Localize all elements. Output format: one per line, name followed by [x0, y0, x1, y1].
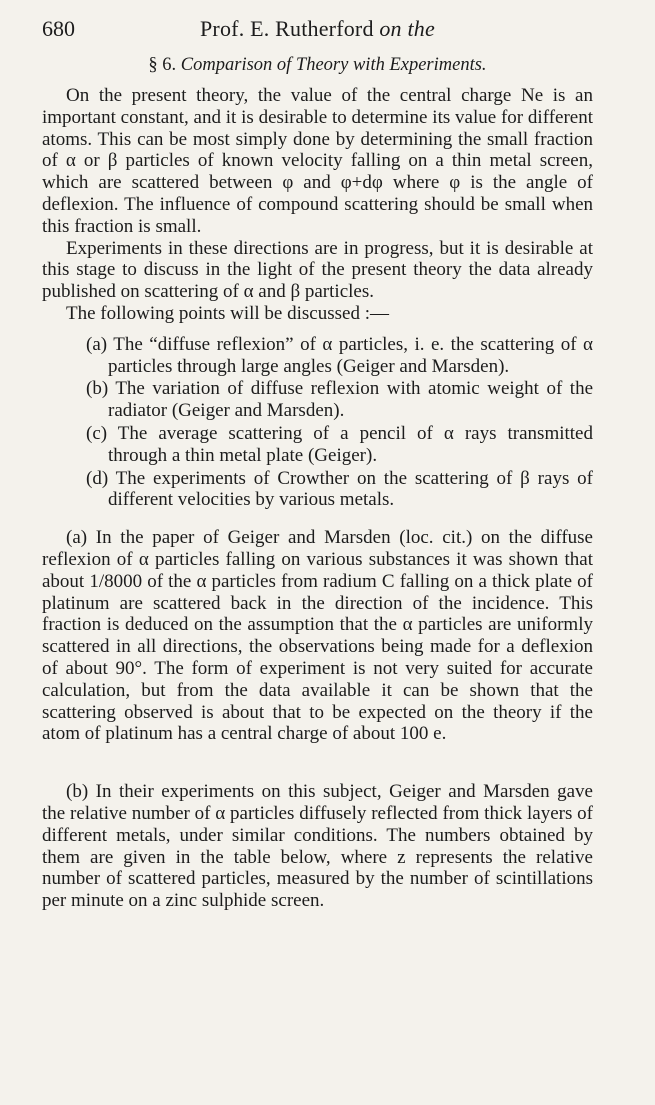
- list-item-a: (a) The “diffuse reflexion” of α particles, i. e. the scattering of α particles through large angles (Geiger and Marsden).: [86, 333, 593, 377]
- page-header: [42, 16, 593, 44]
- section-title: Comparison of Theory with Experiments.: [180, 55, 487, 75]
- running-head-suffix: on the: [379, 16, 435, 41]
- paragraph-central-charge: On the present theory, the value of the central charge Ne is an important constant, and it is desirable to determine its value for different atoms. This can be most simply done by determining the small fraction of α or β particles of known velocity falling on a thin metal screen, which are scattered between φ and φ+dφ where φ is the angle of deflexion. The influence of compound scattering should be small when this fraction is small.: [42, 85, 593, 237]
- paragraph-b-relative-numbers: (b) In their experiments on this subject, Geiger and Marsden gave the relative number of α particles diffusely reflected from thick layers of different metals, under similar conditions. The numbers obtained by them are given in the table below, where z represents the relative number of scattered particles, measured by the number of scintillations per minute on a zinc sulphide screen.: [42, 781, 593, 912]
- paragraph-points-intro: The following points will be discussed :—: [66, 302, 389, 324]
- paragraph-experiments-in-progress: Experiments in these directions are in progress, but it is desirable at this stage to discuss in the light of the present theory the data already published on scattering of α and β particles.: [42, 237, 593, 303]
- points-list: [42, 334, 593, 511]
- list-item-b: (b) The variation of diffuse reflexion with atomic weight of the radiator (Geiger and Marsden).: [86, 378, 593, 422]
- paragraph-a-diffuse-reflexion: (a) In the paper of Geiger and Marsden (loc. cit.) on the diffuse reflexion of α particles falling on various substances it was shown that about 1/8000 of the α particles from radium C falling on a thick plate of platinum are scattered back in the direction of the incidence. This fraction is deduced on the assumption that the α particles are uniformly scattered in all directions, the observations being made for a deflexion of about 90°. The form of experiment is not very suited for accurate calculation, but from the data available it can be shown that the scattering observed is about that to be expected on the theory if the atom of platinum has a central charge of about 100 e.: [42, 527, 593, 745]
- section-number: § 6.: [148, 55, 177, 75]
- list-item-c: (c) The average scattering of a pencil of α rays transmitted through a thin metal plate (Geiger).: [86, 422, 593, 466]
- running-head-author: Prof. E. Rutherford: [200, 16, 374, 41]
- page-number: 680: [42, 16, 75, 41]
- running-head: [162, 16, 593, 42]
- list-item-d: (d) The experiments of Crowther on the scattering of β rays of different velocities by various metals.: [86, 467, 593, 511]
- section-heading: [42, 54, 593, 76]
